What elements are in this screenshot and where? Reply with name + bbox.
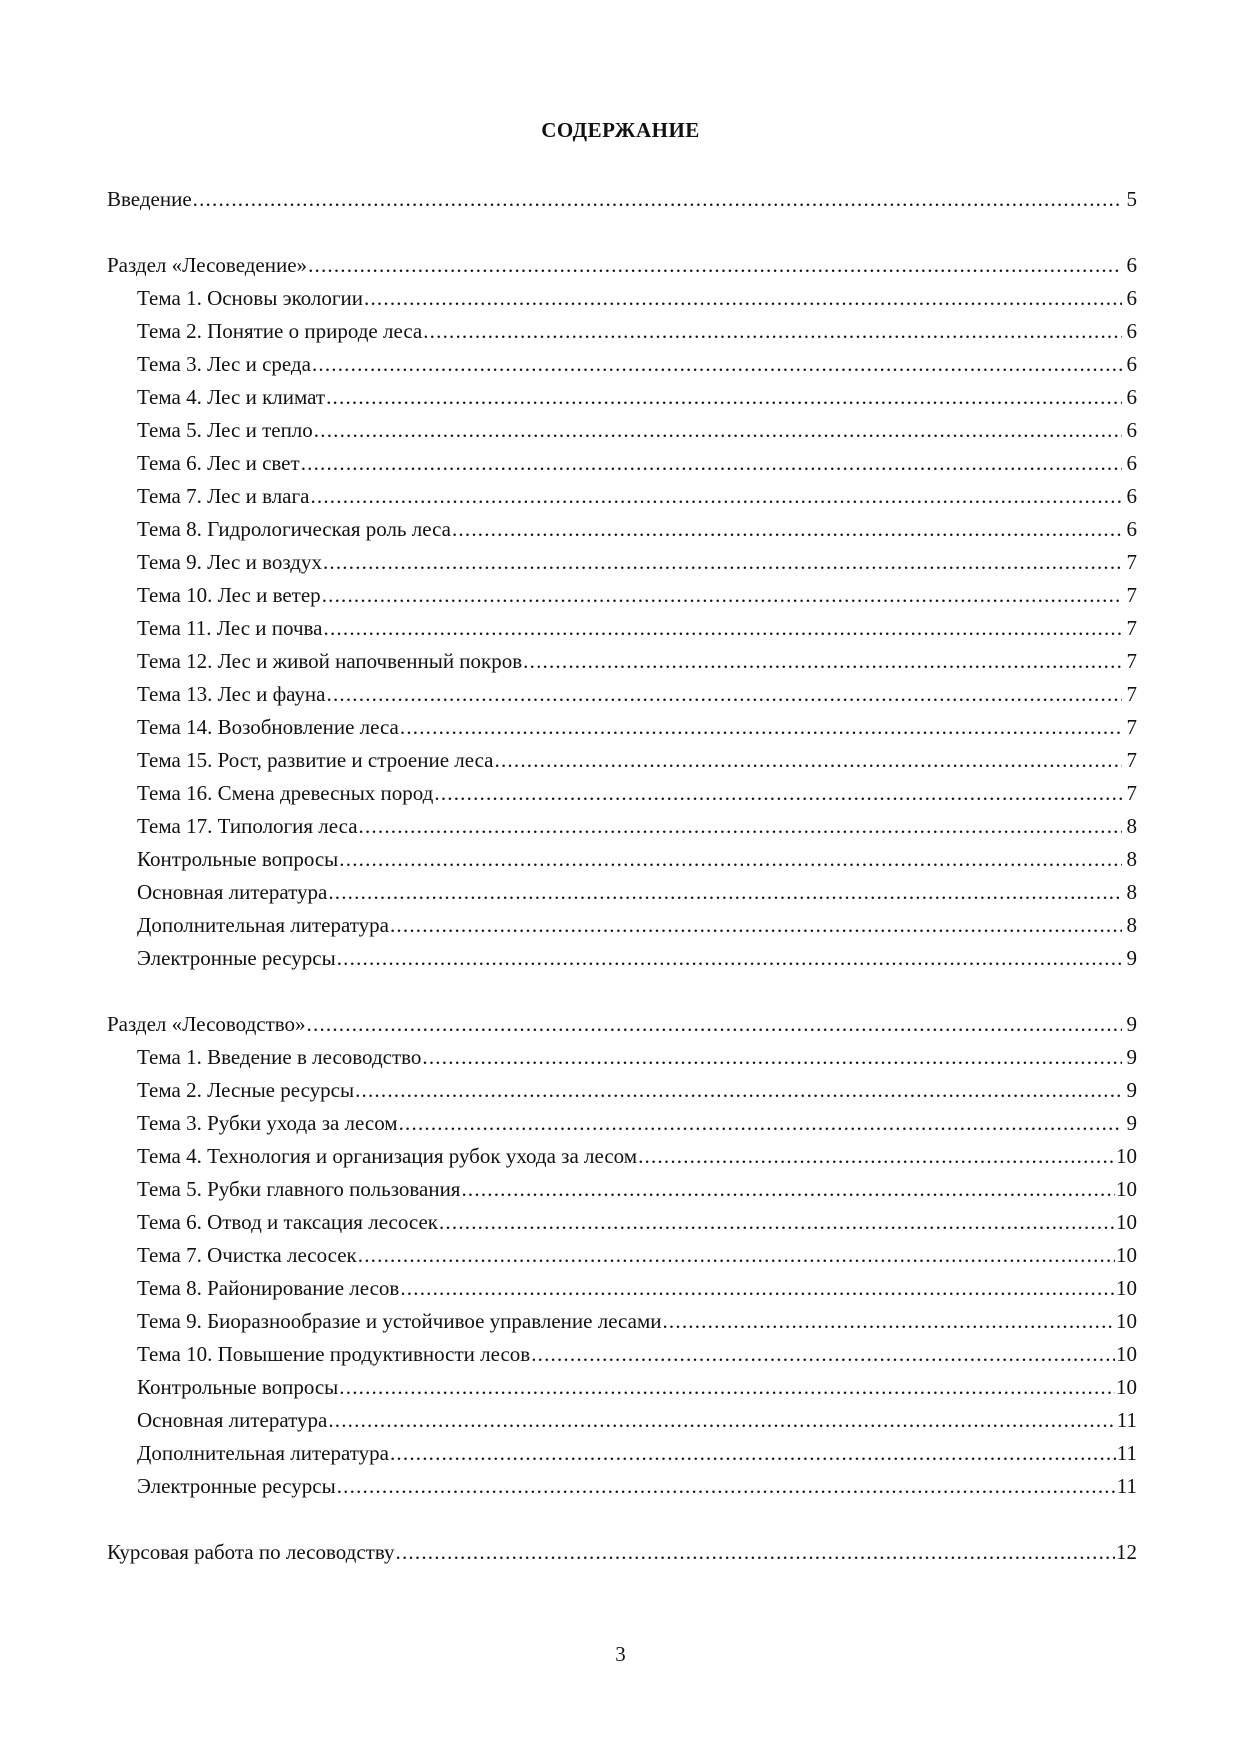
toc-entry bbox=[107, 777, 1137, 810]
toc-entry bbox=[107, 480, 1137, 513]
toc-entry-label: Тема 16. Смена древесных пород bbox=[137, 781, 434, 805]
toc-entry bbox=[107, 1074, 1137, 1107]
toc-entry bbox=[107, 348, 1137, 381]
toc-entry bbox=[107, 1272, 1137, 1305]
toc-entry-page: 6 bbox=[1126, 385, 1137, 409]
toc-leader-dots bbox=[396, 1536, 1115, 1569]
toc-leader-dots bbox=[323, 546, 1122, 579]
toc-leader-dots bbox=[337, 942, 1122, 975]
toc-entry-label: Тема 10. Повышение продуктивности лесов bbox=[137, 1342, 531, 1366]
page-number: 3 bbox=[615, 1642, 626, 1666]
toc-leader-dots bbox=[307, 1008, 1122, 1041]
toc-leader-dots bbox=[326, 381, 1122, 414]
toc-leader-dots bbox=[523, 645, 1122, 678]
toc-entry-label: Тема 11. Лес и почва bbox=[137, 616, 323, 640]
toc-leader-dots bbox=[327, 678, 1123, 711]
toc-entry bbox=[107, 876, 1137, 909]
toc-entry bbox=[107, 546, 1137, 579]
toc-entry bbox=[107, 579, 1137, 612]
toc-entry-page: 7 bbox=[1126, 715, 1137, 739]
toc-entry-page: 6 bbox=[1126, 253, 1137, 277]
toc-entry-label: Тема 3. Лес и среда bbox=[137, 352, 311, 376]
toc-leader-dots bbox=[322, 579, 1122, 612]
table-of-contents bbox=[107, 183, 1137, 1569]
toc-entry-page: 6 bbox=[1126, 517, 1137, 541]
toc-entry-page: 6 bbox=[1126, 451, 1137, 475]
toc-entry bbox=[107, 744, 1137, 777]
toc-entry bbox=[107, 282, 1137, 315]
toc-entry-label: Тема 8. Районирование лесов bbox=[137, 1276, 400, 1300]
toc-leader-dots bbox=[423, 315, 1122, 348]
toc-entry-page: 7 bbox=[1126, 781, 1137, 805]
toc-entry bbox=[107, 1404, 1137, 1437]
toc-leader-dots bbox=[662, 1305, 1115, 1338]
toc-leader-dots bbox=[390, 1437, 1116, 1470]
toc-leader-dots bbox=[339, 843, 1122, 876]
toc-entry-label: Дополнительная литература bbox=[137, 1441, 389, 1465]
toc-entry-page: 6 bbox=[1126, 286, 1137, 310]
toc-entry-label: Тема 6. Лес и свет bbox=[137, 451, 300, 475]
toc-entry bbox=[107, 645, 1137, 678]
toc-entry bbox=[107, 612, 1137, 645]
toc-entry-page: 8 bbox=[1126, 847, 1137, 871]
toc-leader-dots bbox=[364, 282, 1122, 315]
toc-entry bbox=[107, 513, 1137, 546]
toc-entry-label: Тема 7. Лес и влага bbox=[137, 484, 310, 508]
toc-leader-dots bbox=[308, 249, 1122, 282]
toc-leader-dots bbox=[358, 1239, 1115, 1272]
toc-entry-label: Тема 3. Рубки ухода за лесом bbox=[137, 1111, 398, 1135]
toc-entry-page: 10 bbox=[1116, 1276, 1137, 1300]
toc-entry-page: 8 bbox=[1126, 880, 1137, 904]
toc-entry-label: Тема 5. Лес и тепло bbox=[137, 418, 313, 442]
toc-entry bbox=[107, 909, 1137, 942]
toc-section-entry bbox=[107, 249, 1137, 282]
toc-entry-label: Тема 6. Отвод и таксация лесосек bbox=[137, 1210, 438, 1234]
toc-entry bbox=[107, 447, 1137, 480]
toc-entry-label: Тема 7. Очистка лесосек bbox=[137, 1243, 357, 1267]
toc-entry-page: 6 bbox=[1126, 319, 1137, 343]
toc-entry bbox=[107, 315, 1137, 348]
toc-leader-dots bbox=[328, 1404, 1115, 1437]
toc-entry bbox=[107, 1437, 1137, 1470]
toc-leader-dots bbox=[312, 348, 1122, 381]
toc-entry-label: Тема 9. Лес и воздух bbox=[137, 550, 322, 574]
toc-entry-label: Тема 4. Лес и климат bbox=[137, 385, 326, 409]
toc-leader-dots bbox=[531, 1338, 1115, 1371]
toc-entry-page: 11 bbox=[1116, 1474, 1137, 1498]
toc-entry-label: Тема 1. Основы экологии bbox=[137, 286, 364, 310]
toc-leader-dots bbox=[328, 876, 1122, 909]
toc-entry-label: Тема 14. Возобновление леса bbox=[137, 715, 399, 739]
toc-entry bbox=[107, 1107, 1137, 1140]
toc-entry bbox=[107, 1041, 1137, 1074]
toc-entry-page: 11 bbox=[1116, 1408, 1137, 1432]
toc-entry-page: 8 bbox=[1126, 913, 1137, 937]
toc-entry-page: 10 bbox=[1116, 1309, 1137, 1333]
toc-leader-dots bbox=[314, 414, 1122, 447]
toc-entry bbox=[107, 1305, 1137, 1338]
toc-entry-page: 9 bbox=[1126, 1012, 1137, 1036]
toc-leader-dots bbox=[434, 777, 1122, 810]
toc-entry bbox=[107, 381, 1137, 414]
toc-leader-dots bbox=[355, 1074, 1122, 1107]
toc-entry bbox=[107, 1173, 1137, 1206]
toc-entry-page: 7 bbox=[1126, 550, 1137, 574]
page-title: СОДЕРЖАНИЕ bbox=[541, 118, 700, 142]
toc-entry-page: 6 bbox=[1126, 418, 1137, 442]
toc-entry-page: 12 bbox=[1116, 1540, 1137, 1564]
toc-entry-label: Курсовая работа по лесоводству bbox=[107, 1540, 395, 1564]
toc-section-entry bbox=[107, 1008, 1137, 1041]
toc-leader-dots bbox=[301, 447, 1122, 480]
toc-entry-label: Тема 17. Типология леса bbox=[137, 814, 358, 838]
toc-section-entry bbox=[107, 1536, 1137, 1569]
toc-entry-page: 10 bbox=[1116, 1210, 1137, 1234]
toc-entry-label: Тема 12. Лес и живой напочвенный покров bbox=[137, 649, 523, 673]
toc-leader-dots bbox=[193, 183, 1122, 216]
toc-entry bbox=[107, 942, 1137, 975]
toc-entry bbox=[107, 1371, 1137, 1404]
toc-leader-dots bbox=[359, 810, 1122, 843]
toc-entry-page: 9 bbox=[1126, 1078, 1137, 1102]
toc-entry-page: 9 bbox=[1126, 946, 1137, 970]
toc-entry-label: Введение bbox=[107, 187, 192, 211]
toc-entry-label: Контрольные вопросы bbox=[137, 1375, 339, 1399]
toc-entry-label: Основная литература bbox=[137, 1408, 328, 1432]
toc-entry-label: Контрольные вопросы bbox=[137, 847, 339, 871]
toc-entry-page: 6 bbox=[1126, 352, 1137, 376]
toc-leader-dots bbox=[310, 480, 1122, 513]
toc-entry-label: Тема 1. Введение в лесоводство bbox=[137, 1045, 422, 1069]
toc-leader-dots bbox=[400, 1272, 1115, 1305]
toc-entry-page: 7 bbox=[1126, 583, 1137, 607]
toc-section-entry bbox=[107, 183, 1137, 216]
toc-leader-dots bbox=[422, 1041, 1122, 1074]
toc-entry-label: Тема 13. Лес и фауна bbox=[137, 682, 326, 706]
toc-entry-label: Тема 2. Понятие о природе леса bbox=[137, 319, 423, 343]
toc-leader-dots bbox=[452, 513, 1122, 546]
toc-entry bbox=[107, 1470, 1137, 1503]
toc-entry-page: 7 bbox=[1126, 616, 1137, 640]
toc-leader-dots bbox=[390, 909, 1122, 942]
toc-leader-dots bbox=[399, 1107, 1122, 1140]
toc-leader-dots bbox=[324, 612, 1122, 645]
toc-leader-dots bbox=[337, 1470, 1116, 1503]
toc-entry-label: Электронные ресурсы bbox=[137, 1474, 336, 1498]
toc-entry bbox=[107, 1206, 1137, 1239]
toc-entry-label: Тема 9. Биоразнообразие и устойчивое управление лесами bbox=[137, 1309, 662, 1333]
toc-entry bbox=[107, 711, 1137, 744]
toc-entry bbox=[107, 1140, 1137, 1173]
toc-entry bbox=[107, 1338, 1137, 1371]
toc-entry-page: 10 bbox=[1116, 1144, 1137, 1168]
toc-entry-label: Тема 5. Рубки главного пользования bbox=[137, 1177, 461, 1201]
toc-entry bbox=[107, 414, 1137, 447]
toc-entry-page: 10 bbox=[1116, 1375, 1137, 1399]
toc-leader-dots bbox=[495, 744, 1122, 777]
toc-entry bbox=[107, 843, 1137, 876]
toc-entry-page: 6 bbox=[1126, 484, 1137, 508]
toc-entry-label: Раздел «Лесоводство» bbox=[107, 1012, 306, 1036]
toc-entry-label: Раздел «Лесоведение» bbox=[107, 253, 308, 277]
toc-entry-label: Тема 8. Гидрологическая роль леса bbox=[137, 517, 451, 541]
toc-entry-label: Тема 15. Рост, развитие и строение леса bbox=[137, 748, 494, 772]
toc-entry-page: 7 bbox=[1126, 748, 1137, 772]
toc-entry-label: Дополнительная литература bbox=[137, 913, 389, 937]
toc-entry bbox=[107, 1239, 1137, 1272]
toc-entry bbox=[107, 810, 1137, 843]
toc-entry-page: 7 bbox=[1126, 682, 1137, 706]
toc-leader-dots bbox=[339, 1371, 1115, 1404]
toc-leader-dots bbox=[400, 711, 1122, 744]
toc-entry-label: Тема 2. Лесные ресурсы bbox=[137, 1078, 355, 1102]
toc-entry-page: 9 bbox=[1126, 1045, 1137, 1069]
toc-leader-dots bbox=[439, 1206, 1115, 1239]
toc-entry-page: 9 bbox=[1126, 1111, 1137, 1135]
toc-entry-page: 10 bbox=[1116, 1243, 1137, 1267]
toc-entry-label: Тема 10. Лес и ветер bbox=[137, 583, 321, 607]
toc-entry-page: 11 bbox=[1116, 1441, 1137, 1465]
toc-entry-label: Тема 4. Технология и организация рубок ухода за лесом bbox=[137, 1144, 638, 1168]
toc-entry-page: 8 bbox=[1126, 814, 1137, 838]
toc-leader-dots bbox=[638, 1140, 1115, 1173]
toc-entry-page: 7 bbox=[1126, 649, 1137, 673]
toc-entry-label: Электронные ресурсы bbox=[137, 946, 336, 970]
toc-entry-page: 10 bbox=[1116, 1177, 1137, 1201]
toc-leader-dots bbox=[461, 1173, 1115, 1206]
toc-entry-label: Основная литература bbox=[137, 880, 328, 904]
toc-entry-page: 10 bbox=[1116, 1342, 1137, 1366]
toc-entry-page: 5 bbox=[1126, 187, 1137, 211]
toc-entry bbox=[107, 678, 1137, 711]
